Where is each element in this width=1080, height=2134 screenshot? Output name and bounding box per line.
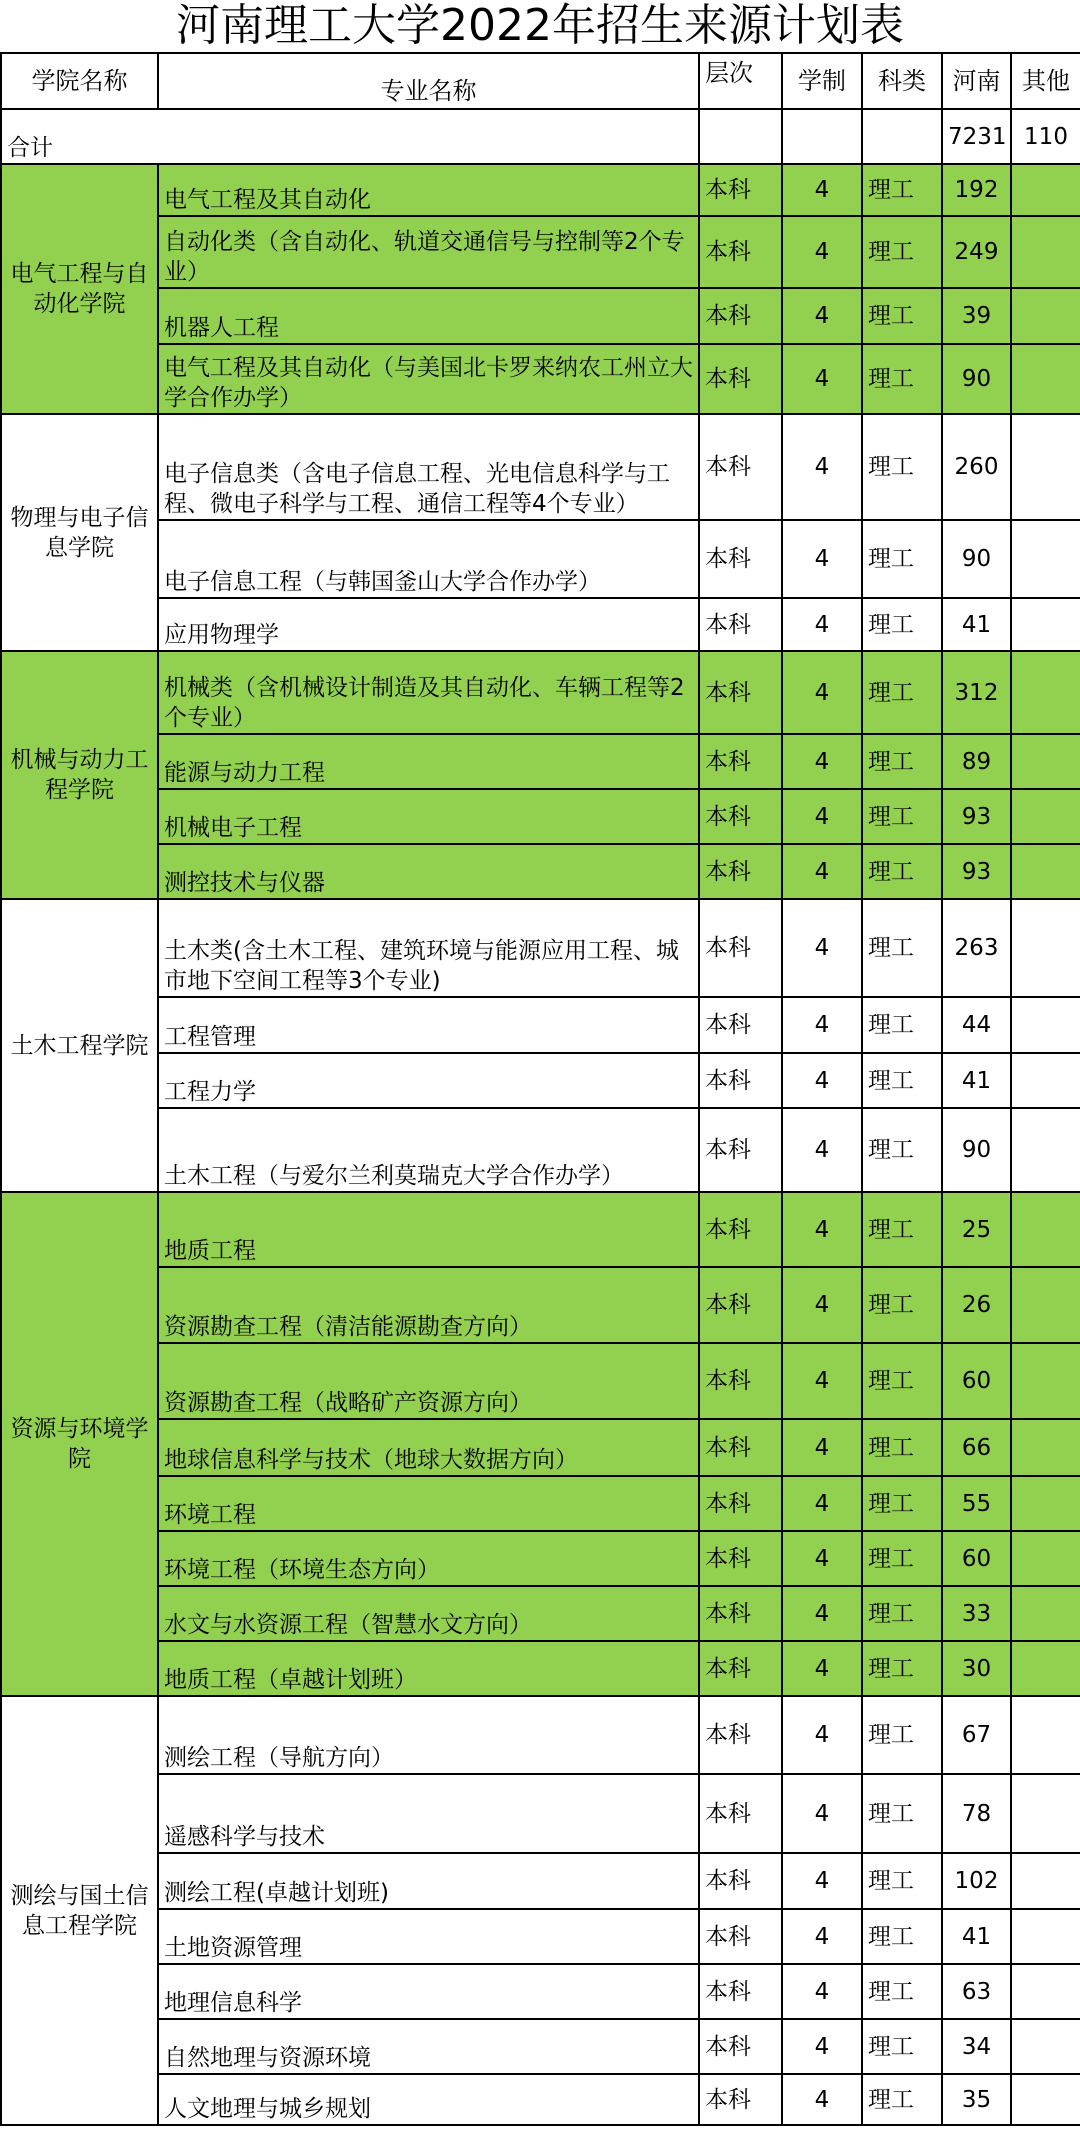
henan-quota-cell: 26 (942, 1267, 1011, 1343)
enrollment-plan-table (0, 52, 1080, 2126)
table-row (1, 1267, 1080, 1343)
major-name: 资源勘查工程（战略矿产资源方向） (158, 1343, 699, 1419)
henan-quota-cell: 63 (942, 1964, 1011, 2019)
years-cell: 4 (782, 1853, 862, 1909)
level-cell: 本科 (699, 1964, 782, 2019)
table-row (1, 1853, 1080, 1909)
total-label: 合计 (1, 109, 699, 164)
years-cell: 4 (782, 2019, 862, 2074)
category-cell: 理工 (862, 2019, 942, 2074)
henan-quota-cell: 41 (942, 1053, 1011, 1108)
major-name: 电子信息工程（与韩国釜山大学合作办学） (158, 520, 699, 598)
total-other: 110 (1011, 109, 1080, 164)
other-quota-cell (1011, 1696, 1080, 1774)
years-cell: 4 (782, 414, 862, 520)
years-cell: 4 (782, 2074, 862, 2125)
other-quota-cell (1011, 344, 1080, 414)
level-cell: 本科 (699, 651, 782, 734)
other-quota-cell (1011, 789, 1080, 844)
henan-quota-cell: 260 (942, 414, 1011, 520)
level-cell: 本科 (699, 1774, 782, 1853)
other-quota-cell (1011, 1108, 1080, 1192)
years-cell: 4 (782, 344, 862, 414)
henan-quota-cell: 90 (942, 1108, 1011, 1192)
major-name: 工程力学 (158, 1053, 699, 1108)
category-cell: 理工 (862, 734, 942, 789)
major-name: 应用物理学 (158, 598, 699, 651)
other-quota-cell (1011, 899, 1080, 997)
level-cell: 本科 (699, 1641, 782, 1696)
major-name: 地质工程（卓越计划班） (158, 1641, 699, 1696)
other-quota-cell (1011, 1267, 1080, 1343)
henan-quota-cell: 34 (942, 2019, 1011, 2074)
category-cell: 理工 (862, 288, 942, 344)
other-quota-cell (1011, 1476, 1080, 1531)
other-quota-cell (1011, 1964, 1080, 2019)
college-name: 电气工程与自动化学院 (1, 164, 158, 414)
level-cell: 本科 (699, 520, 782, 598)
henan-quota-cell: 30 (942, 1641, 1011, 1696)
henan-quota-cell: 55 (942, 1476, 1011, 1531)
other-quota-cell (1011, 997, 1080, 1053)
table-row (1, 164, 1080, 216)
category-cell: 理工 (862, 1476, 942, 1531)
major-name: 自然地理与资源环境 (158, 2019, 699, 2074)
level-cell: 本科 (699, 1696, 782, 1774)
category-cell: 理工 (862, 1531, 942, 1586)
henan-quota-cell: 90 (942, 344, 1011, 414)
henan-quota-cell: 93 (942, 789, 1011, 844)
years-cell: 4 (782, 734, 862, 789)
table-row (1, 520, 1080, 598)
henan-quota-cell: 192 (942, 164, 1011, 216)
level-cell: 本科 (699, 789, 782, 844)
header-henan: 河南 (942, 53, 1011, 109)
level-cell: 本科 (699, 997, 782, 1053)
category-cell: 理工 (862, 899, 942, 997)
table-row (1, 1909, 1080, 1964)
years-cell: 4 (782, 1696, 862, 1774)
level-cell: 本科 (699, 1108, 782, 1192)
other-quota-cell (1011, 520, 1080, 598)
major-name: 测绘工程（导航方向） (158, 1696, 699, 1774)
category-cell: 理工 (862, 414, 942, 520)
henan-quota-cell: 78 (942, 1774, 1011, 1853)
category-cell: 理工 (862, 1108, 942, 1192)
level-cell: 本科 (699, 1531, 782, 1586)
level-cell: 本科 (699, 1053, 782, 1108)
major-name: 人文地理与城乡规划 (158, 2074, 699, 2125)
category-cell: 理工 (862, 1586, 942, 1641)
major-name: 水文与水资源工程（智慧水文方向） (158, 1586, 699, 1641)
major-name: 机械电子工程 (158, 789, 699, 844)
major-name: 机器人工程 (158, 288, 699, 344)
major-name: 测控技术与仪器 (158, 844, 699, 899)
major-name: 土木工程（与爱尔兰利莫瑞克大学合作办学） (158, 1108, 699, 1192)
level-cell: 本科 (699, 1343, 782, 1419)
level-cell: 本科 (699, 899, 782, 997)
years-cell: 4 (782, 997, 862, 1053)
henan-quota-cell: 263 (942, 899, 1011, 997)
category-cell: 理工 (862, 1053, 942, 1108)
other-quota-cell (1011, 598, 1080, 651)
category-cell: 理工 (862, 164, 942, 216)
table-row (1, 1964, 1080, 2019)
years-cell: 4 (782, 899, 862, 997)
years-cell: 4 (782, 651, 862, 734)
years-cell: 4 (782, 1586, 862, 1641)
years-cell: 4 (782, 1531, 862, 1586)
years-cell: 4 (782, 844, 862, 899)
college-name: 机械与动力工程学院 (1, 651, 158, 899)
level-cell: 本科 (699, 598, 782, 651)
major-name: 工程管理 (158, 997, 699, 1053)
other-quota-cell (1011, 164, 1080, 216)
major-name: 资源勘查工程（清洁能源勘查方向） (158, 1267, 699, 1343)
category-cell: 理工 (862, 520, 942, 598)
table-row (1, 1641, 1080, 1696)
college-name: 物理与电子信息学院 (1, 414, 158, 651)
table-row (1, 414, 1080, 520)
henan-quota-cell: 89 (942, 734, 1011, 789)
level-cell: 本科 (699, 2019, 782, 2074)
major-name: 机械类（含机械设计制造及其自动化、车辆工程等2个专业） (158, 651, 699, 734)
years-cell: 4 (782, 216, 862, 288)
college-name: 测绘与国土信息工程学院 (1, 1696, 158, 2125)
major-name: 能源与动力工程 (158, 734, 699, 789)
level-cell: 本科 (699, 288, 782, 344)
other-quota-cell (1011, 1531, 1080, 1586)
other-quota-cell (1011, 1192, 1080, 1267)
table-row (1, 1192, 1080, 1267)
category-cell: 理工 (862, 216, 942, 288)
major-name: 土地资源管理 (158, 1909, 699, 1964)
total-years-blank (782, 109, 862, 164)
years-cell: 4 (782, 1964, 862, 2019)
total-level-blank (699, 109, 782, 164)
major-name: 地质工程 (158, 1192, 699, 1267)
level-cell: 本科 (699, 734, 782, 789)
table-row (1, 789, 1080, 844)
years-cell: 4 (782, 1419, 862, 1476)
header-other: 其他 (1011, 53, 1080, 109)
level-cell: 本科 (699, 1586, 782, 1641)
header-category: 科类 (862, 53, 942, 109)
table-row (1, 2019, 1080, 2074)
category-cell: 理工 (862, 1343, 942, 1419)
major-name: 电子信息类（含电子信息工程、光电信息科学与工程、微电子科学与工程、通信工程等4个专业） (158, 414, 699, 520)
header-major: 专业名称 (158, 53, 699, 109)
years-cell: 4 (782, 789, 862, 844)
table-row (1, 734, 1080, 789)
other-quota-cell (1011, 1641, 1080, 1696)
years-cell: 4 (782, 1053, 862, 1108)
category-cell: 理工 (862, 1419, 942, 1476)
henan-quota-cell: 67 (942, 1696, 1011, 1774)
category-cell: 理工 (862, 1774, 942, 1853)
table-row (1, 288, 1080, 344)
table-row (1, 1108, 1080, 1192)
level-cell: 本科 (699, 1419, 782, 1476)
other-quota-cell (1011, 1343, 1080, 1419)
level-cell: 本科 (699, 216, 782, 288)
other-quota-cell (1011, 216, 1080, 288)
henan-quota-cell: 66 (942, 1419, 1011, 1476)
table-row (1, 1419, 1080, 1476)
table-row (1, 1343, 1080, 1419)
years-cell: 4 (782, 1108, 862, 1192)
table-row (1, 651, 1080, 734)
major-name: 自动化类（含自动化、轨道交通信号与控制等2个专业） (158, 216, 699, 288)
header-college: 学院名称 (1, 53, 158, 109)
henan-quota-cell: 33 (942, 1586, 1011, 1641)
years-cell: 4 (782, 1909, 862, 1964)
level-cell: 本科 (699, 2074, 782, 2125)
henan-quota-cell: 312 (942, 651, 1011, 734)
years-cell: 4 (782, 164, 862, 216)
level-cell: 本科 (699, 1267, 782, 1343)
level-cell: 本科 (699, 844, 782, 899)
henan-quota-cell: 41 (942, 598, 1011, 651)
table-row (1, 1531, 1080, 1586)
major-name: 环境工程 (158, 1476, 699, 1531)
other-quota-cell (1011, 1774, 1080, 1853)
henan-quota-cell: 39 (942, 288, 1011, 344)
category-cell: 理工 (862, 598, 942, 651)
level-cell: 本科 (699, 164, 782, 216)
table-row (1, 1586, 1080, 1641)
years-cell: 4 (782, 1343, 862, 1419)
other-quota-cell (1011, 1053, 1080, 1108)
henan-quota-cell: 41 (942, 1909, 1011, 1964)
total-row (1, 109, 1080, 164)
table-row (1, 844, 1080, 899)
category-cell: 理工 (862, 2074, 942, 2125)
level-cell: 本科 (699, 1909, 782, 1964)
header-level: 层次 (699, 53, 782, 109)
years-cell: 4 (782, 1641, 862, 1696)
college-name: 土木工程学院 (1, 899, 158, 1192)
years-cell: 4 (782, 1476, 862, 1531)
table-row (1, 899, 1080, 997)
table-row (1, 997, 1080, 1053)
other-quota-cell (1011, 844, 1080, 899)
major-name: 地理信息科学 (158, 1964, 699, 2019)
table-row (1, 1476, 1080, 1531)
table-row (1, 2074, 1080, 2125)
level-cell: 本科 (699, 414, 782, 520)
category-cell: 理工 (862, 1267, 942, 1343)
henan-quota-cell: 93 (942, 844, 1011, 899)
category-cell: 理工 (862, 1696, 942, 1774)
major-name: 环境工程（环境生态方向） (158, 1531, 699, 1586)
level-cell: 本科 (699, 1476, 782, 1531)
category-cell: 理工 (862, 651, 942, 734)
table-row (1, 1053, 1080, 1108)
other-quota-cell (1011, 651, 1080, 734)
other-quota-cell (1011, 1909, 1080, 1964)
page-title: 河南理工大学2022年招生来源计划表 (176, 0, 904, 51)
major-name: 测绘工程(卓越计划班) (158, 1853, 699, 1909)
henan-quota-cell: 44 (942, 997, 1011, 1053)
years-cell: 4 (782, 1192, 862, 1267)
category-cell: 理工 (862, 1641, 942, 1696)
other-quota-cell (1011, 1853, 1080, 1909)
total-henan: 7231 (942, 109, 1011, 164)
years-cell: 4 (782, 520, 862, 598)
category-cell: 理工 (862, 1192, 942, 1267)
other-quota-cell (1011, 288, 1080, 344)
major-name: 电气工程及其自动化（与美国北卡罗来纳农工州立大学合作办学） (158, 344, 699, 414)
category-cell: 理工 (862, 997, 942, 1053)
category-cell: 理工 (862, 1853, 942, 1909)
table-row (1, 598, 1080, 651)
henan-quota-cell: 249 (942, 216, 1011, 288)
table-row (1, 1774, 1080, 1853)
table-row (1, 216, 1080, 288)
major-name: 遥感科学与技术 (158, 1774, 699, 1853)
years-cell: 4 (782, 598, 862, 651)
other-quota-cell (1011, 2074, 1080, 2125)
henan-quota-cell: 25 (942, 1192, 1011, 1267)
other-quota-cell (1011, 1419, 1080, 1476)
years-cell: 4 (782, 1774, 862, 1853)
other-quota-cell (1011, 414, 1080, 520)
other-quota-cell (1011, 2019, 1080, 2074)
table-row (1, 344, 1080, 414)
other-quota-cell (1011, 1586, 1080, 1641)
major-name: 地球信息科学与技术（地球大数据方向） (158, 1419, 699, 1476)
header-row (1, 53, 1080, 109)
henan-quota-cell: 35 (942, 2074, 1011, 2125)
header-years: 学制 (782, 53, 862, 109)
henan-quota-cell: 60 (942, 1531, 1011, 1586)
category-cell: 理工 (862, 844, 942, 899)
years-cell: 4 (782, 1267, 862, 1343)
major-name: 土木类(含土木工程、建筑环境与能源应用工程、城市地下空间工程等3个专业) (158, 899, 699, 997)
level-cell: 本科 (699, 1192, 782, 1267)
category-cell: 理工 (862, 1909, 942, 1964)
henan-quota-cell: 60 (942, 1343, 1011, 1419)
category-cell: 理工 (862, 344, 942, 414)
major-name: 电气工程及其自动化 (158, 164, 699, 216)
henan-quota-cell: 102 (942, 1853, 1011, 1909)
college-name: 资源与环境学院 (1, 1192, 158, 1696)
level-cell: 本科 (699, 1853, 782, 1909)
henan-quota-cell: 90 (942, 520, 1011, 598)
other-quota-cell (1011, 734, 1080, 789)
table-body (1, 53, 1080, 2125)
total-category-blank (862, 109, 942, 164)
years-cell: 4 (782, 288, 862, 344)
category-cell: 理工 (862, 789, 942, 844)
table-row (1, 1696, 1080, 1774)
level-cell: 本科 (699, 344, 782, 414)
category-cell: 理工 (862, 1964, 942, 2019)
